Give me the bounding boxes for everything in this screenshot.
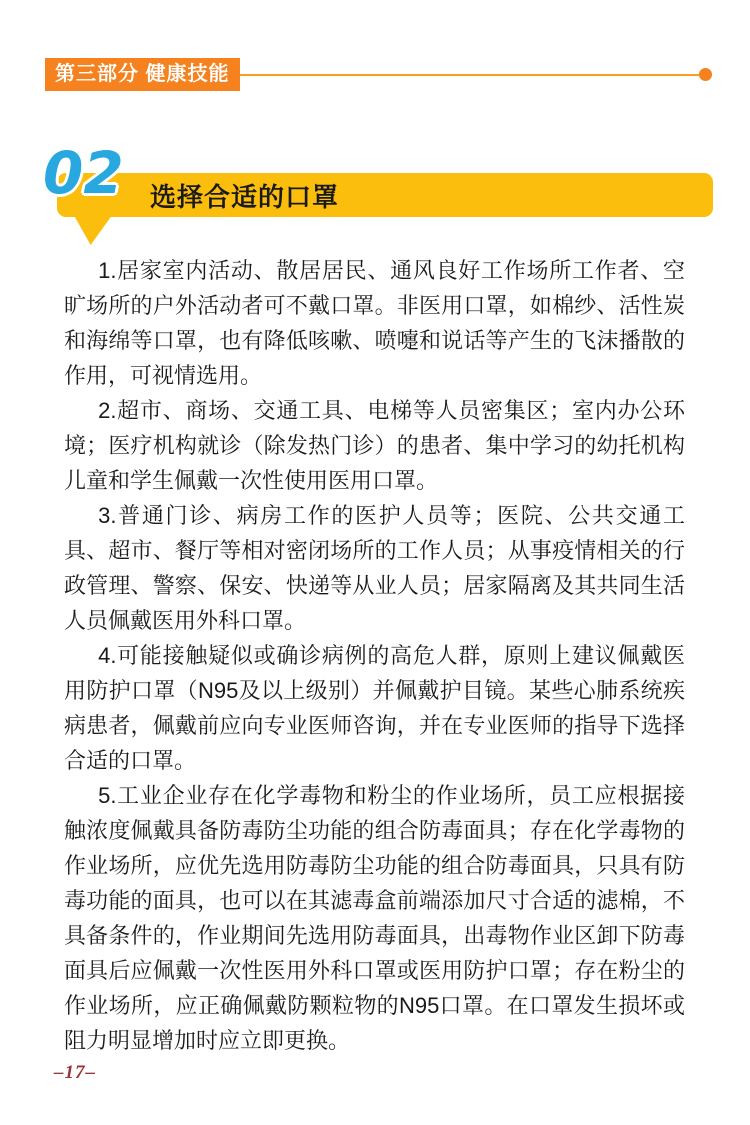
section-header xyxy=(43,139,713,217)
header-rule-dot-icon xyxy=(699,68,712,81)
paragraph-2: 2.超市、商场、交通工具、电梯等人员密集区；室内办公环境；医疗机构就诊（除发热门诊）的患者、集中学习的幼托机构儿童和学生佩戴一次性使用医用口罩。 xyxy=(64,398,685,493)
page-header xyxy=(45,58,712,91)
paragraph-3: 3.普通门诊、病房工作的医护人员等；医院、公共交通工具、超市、餐厅等相对密闭场所的工作人员；从事疫情相关的行政管理、警察、保安、快递等从业人员；居家隔离及其共同生活人员佩戴医用外科口罩。 xyxy=(64,503,685,633)
paragraph-5: 5.工业企业存在化学毒物和粉尘的作业场所，员工应根据接触浓度佩戴具备防毒防尘功能的组合防毒面具；存在化学毒物的作业场所，应优先选用防毒防尘功能的组合防毒面具，只具有防毒功能的面具，也可以在其滤毒盒前端添加尺寸合适的滤棉，不具备条件的，作业期间先选用防毒面具，出毒物作业区卸下防毒面具后应佩戴一次性医用外科口罩或医用防护口罩；存在粉尘的作业场所，应正确佩戴防颗粒物的N95口罩。在口罩发生损坏或阻力明显增加时应立即更换。 xyxy=(64,783,685,1053)
section-title: 选择合适的口罩 xyxy=(150,181,340,212)
section-number: 02 xyxy=(43,139,124,207)
page-number: –17– xyxy=(54,1062,96,1083)
section-title-banner xyxy=(57,173,713,217)
paragraph-4: 4.可能接触疑似或确诊病例的高危人群，原则上建议佩戴医用防护口罩（N95及以上级别）并佩戴护目镜。某些心肺系统疾病患者，佩戴前应向专业医师咨询，并在专业医师的指导下选择合适的口罩。 xyxy=(64,643,685,773)
banner-tail xyxy=(69,215,129,245)
paragraph-1: 1.居家室内活动、散居居民、通风良好工作场所工作者、空旷场所的户外活动者可不戴口罩。非医用口罩，如棉纱、活性炭和海绵等口罩，也有降低咳嗽、喷嚏和说话等产生的飞沫播散的作用，可视情选用。 xyxy=(64,258,685,388)
header-rule-line xyxy=(240,74,699,76)
body-text xyxy=(64,253,685,1058)
part-badge: 第三部分 健康技能 xyxy=(45,58,240,91)
